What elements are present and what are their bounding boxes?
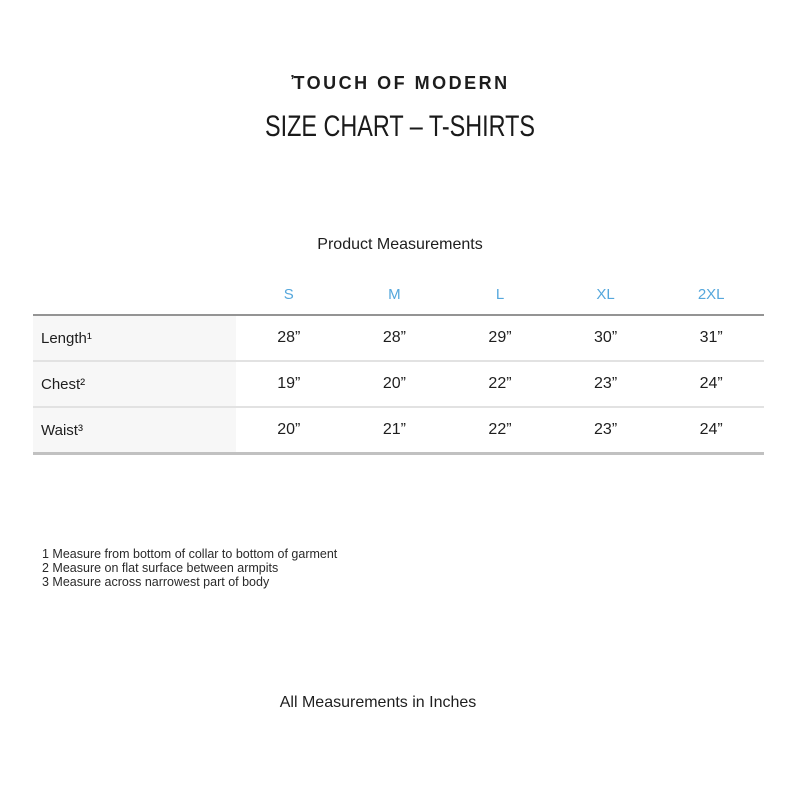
length-value-m: 28” — [382, 329, 406, 346]
brand-logo-text: TOUCH OF MODERN — [293, 73, 510, 93]
length-value-xl: 30” — [594, 329, 618, 346]
table-row-chest — [33, 362, 764, 408]
waist-value-m: 21” — [382, 421, 406, 438]
brand-logo — [0, 71, 800, 93]
table-row-waist — [33, 408, 764, 452]
waist-value-xl: 23” — [594, 421, 618, 438]
chest-value-xl: 23” — [594, 375, 618, 392]
size-table-header-row — [33, 284, 764, 306]
column-header-m: M — [388, 286, 401, 303]
row-label-waist: Waist³ — [33, 408, 236, 452]
header-corner-cell — [33, 284, 236, 306]
length-value-2xl: 31” — [699, 329, 723, 346]
table-row-length — [33, 316, 764, 362]
waist-value-l: 22” — [488, 421, 512, 438]
size-table-body — [33, 314, 764, 455]
footer-note: All Measurements in Inches — [279, 694, 477, 711]
row-label-chest: Chest² — [33, 362, 236, 406]
page-title: SIZE CHART – T-SHIRTS — [264, 110, 536, 143]
length-value-s: 28” — [277, 329, 301, 346]
waist-value-s: 20” — [277, 421, 301, 438]
size-table — [33, 284, 764, 455]
column-header-s: S — [283, 286, 294, 303]
column-header-xl: XL — [596, 286, 615, 303]
chest-value-m: 20” — [382, 375, 406, 392]
chest-value-l: 22” — [488, 375, 512, 392]
footnote-1: 1 Measure from bottom of collar to bottom of garment — [42, 547, 338, 561]
chest-value-2xl: 24” — [699, 375, 723, 392]
column-header-l: L — [495, 286, 505, 303]
footnote-2: 2 Measure on flat surface between armpits — [42, 561, 279, 575]
waist-value-2xl: 24” — [699, 421, 723, 438]
footnote-3: 3 Measure across narrowest part of body — [42, 575, 270, 589]
chest-value-s: 19” — [277, 375, 301, 392]
column-header-2xl: 2XL — [697, 286, 725, 303]
footnotes — [42, 547, 337, 589]
table-caption: Product Measurements — [317, 236, 483, 253]
brand-tick-icon: ’ — [290, 72, 295, 89]
row-label-length: Length¹ — [33, 316, 236, 360]
length-value-l: 29” — [488, 329, 512, 346]
